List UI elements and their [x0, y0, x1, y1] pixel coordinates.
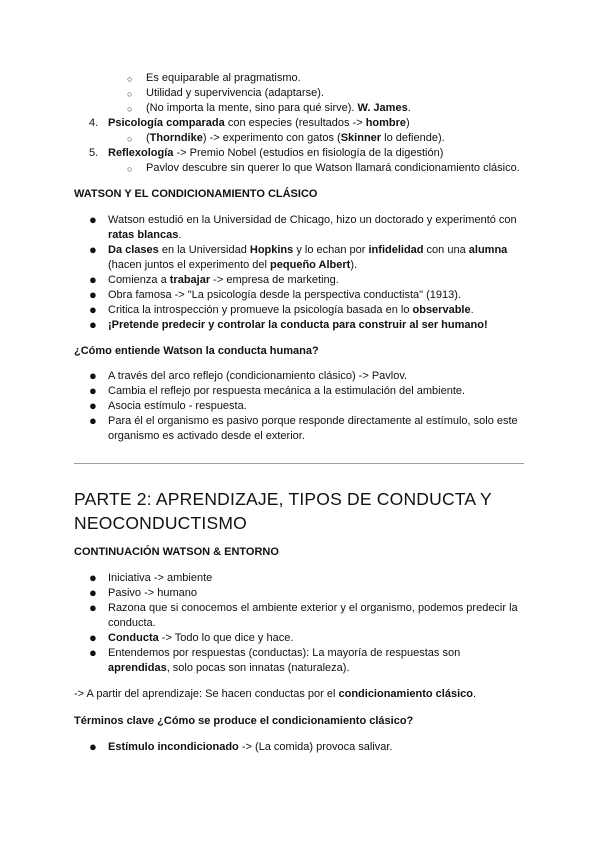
section-heading: Términos clave ¿Cómo se produce el condicionamiento clásico?	[74, 715, 414, 727]
bullet-icon: ●	[89, 287, 97, 302]
list-item: Da clases en la Universidad Hopkins y lo echan por infidelidad con una alumna	[108, 244, 508, 256]
bullet-icon: ●	[89, 383, 97, 398]
list-item: Asocia estímulo - respuesta.	[108, 400, 247, 412]
list-item-continuation: aprendidas, solo pocas son innatas (naturaleza).	[108, 662, 350, 674]
list-item: Utilidad y supervivencia (adaptarse).	[146, 87, 324, 99]
list-item: Watson estudió en la Universidad de Chicago, hizo un doctorado y experimentó con	[108, 214, 517, 226]
bullet-icon: ●	[89, 413, 97, 428]
list-number: 4.	[89, 117, 99, 129]
list-item: Pasivo -> humano	[108, 587, 197, 599]
list-item: Psicología comparada con especies (resultados -> hombre)	[108, 117, 410, 129]
list-item: Conducta -> Todo lo que dice y hace.	[108, 632, 294, 644]
part-title-line-1: PARTE 2: APRENDIZAJE, TIPOS DE CONDUCTA Y	[74, 489, 492, 509]
list-item: Cambia el reflejo por respuesta mecánica a la estimulación del ambiente.	[108, 385, 466, 397]
list-item: ¡Pretende predecir y controlar la conducta para construir al ser humano!	[108, 319, 488, 331]
list-item: Reflexología -> Premio Nobel (estudios en fisiología de la digestión)	[108, 147, 444, 159]
circle-bullet-icon: ○	[127, 74, 133, 84]
bullet-icon: ●	[89, 368, 97, 383]
list-item: Pavlov descubre sin querer lo que Watson llamará condicionamiento clásico.	[146, 162, 520, 174]
list-item-continuation: ratas blancas.	[108, 229, 182, 241]
list-item-continuation: organismo es activado desde el exterior.	[108, 430, 305, 442]
bullet-icon: ●	[89, 272, 97, 287]
circle-bullet-icon: ○	[127, 164, 133, 174]
bullet-icon: ●	[89, 398, 97, 413]
list-item: Es equiparable al pragmatismo.	[146, 72, 301, 84]
section-heading: CONTINUACIÓN WATSON & ENTORNO	[74, 546, 279, 558]
part-title-line-2: NEOCONDUCTISMO	[74, 513, 247, 533]
list-item: Razona que si conocemos el ambiente exterior y el organismo, podemos predecir la	[108, 602, 518, 614]
bullet-icon: ●	[89, 242, 97, 257]
bullet-icon: ●	[89, 600, 97, 615]
bullet-icon: ●	[89, 317, 97, 332]
bullet-icon: ●	[89, 212, 97, 227]
circle-bullet-icon: ○	[127, 104, 133, 114]
list-item: (Thorndike) -> experimento con gatos (Skinner lo defiende).	[146, 132, 445, 144]
list-item: Estímulo incondicionado -> (La comida) provoca salivar.	[108, 741, 393, 753]
circle-bullet-icon: ○	[127, 134, 133, 144]
list-item: Obra famosa -> "La psicología desde la perspectiva conductista" (1913).	[108, 289, 461, 301]
bullet-icon: ●	[89, 302, 97, 317]
list-item-continuation: (hacen juntos el experimento del pequeño Albert).	[108, 259, 358, 271]
list-item: Critica la introspección y promueve la psicología basada en lo observable.	[108, 304, 474, 316]
list-item: (No importa la mente, sino para qué sirve). W. James.	[146, 102, 411, 114]
bullet-icon: ●	[89, 645, 97, 660]
list-item-continuation: conducta.	[108, 617, 156, 629]
list-item: Para él el organismo es pasivo porque responde directamente al estímulo, solo este	[108, 415, 518, 427]
list-item: Comienza a trabajar -> empresa de marketing.	[108, 274, 339, 286]
list-item: Entendemos por respuestas (conductas): La mayoría de respuestas son	[108, 647, 461, 659]
section-heading: ¿Cómo entiende Watson la conducta humana?	[74, 345, 319, 357]
list-item: Iniciativa -> ambiente	[108, 572, 213, 584]
bullet-icon: ●	[89, 630, 97, 645]
list-number: 5.	[89, 147, 99, 159]
bullet-icon: ●	[89, 570, 97, 585]
horizontal-divider	[74, 463, 524, 464]
list-item: A través del arco reflejo (condicionamiento clásico) -> Pavlov.	[108, 370, 408, 382]
section-heading: WATSON Y EL CONDICIONAMIENTO CLÁSICO	[74, 188, 318, 200]
circle-bullet-icon: ○	[127, 89, 133, 99]
bullet-icon: ●	[89, 585, 97, 600]
paragraph: -> A partir del aprendizaje: Se hacen conductas por el condicionamiento clásico.	[74, 688, 477, 700]
bullet-icon: ●	[89, 739, 97, 754]
